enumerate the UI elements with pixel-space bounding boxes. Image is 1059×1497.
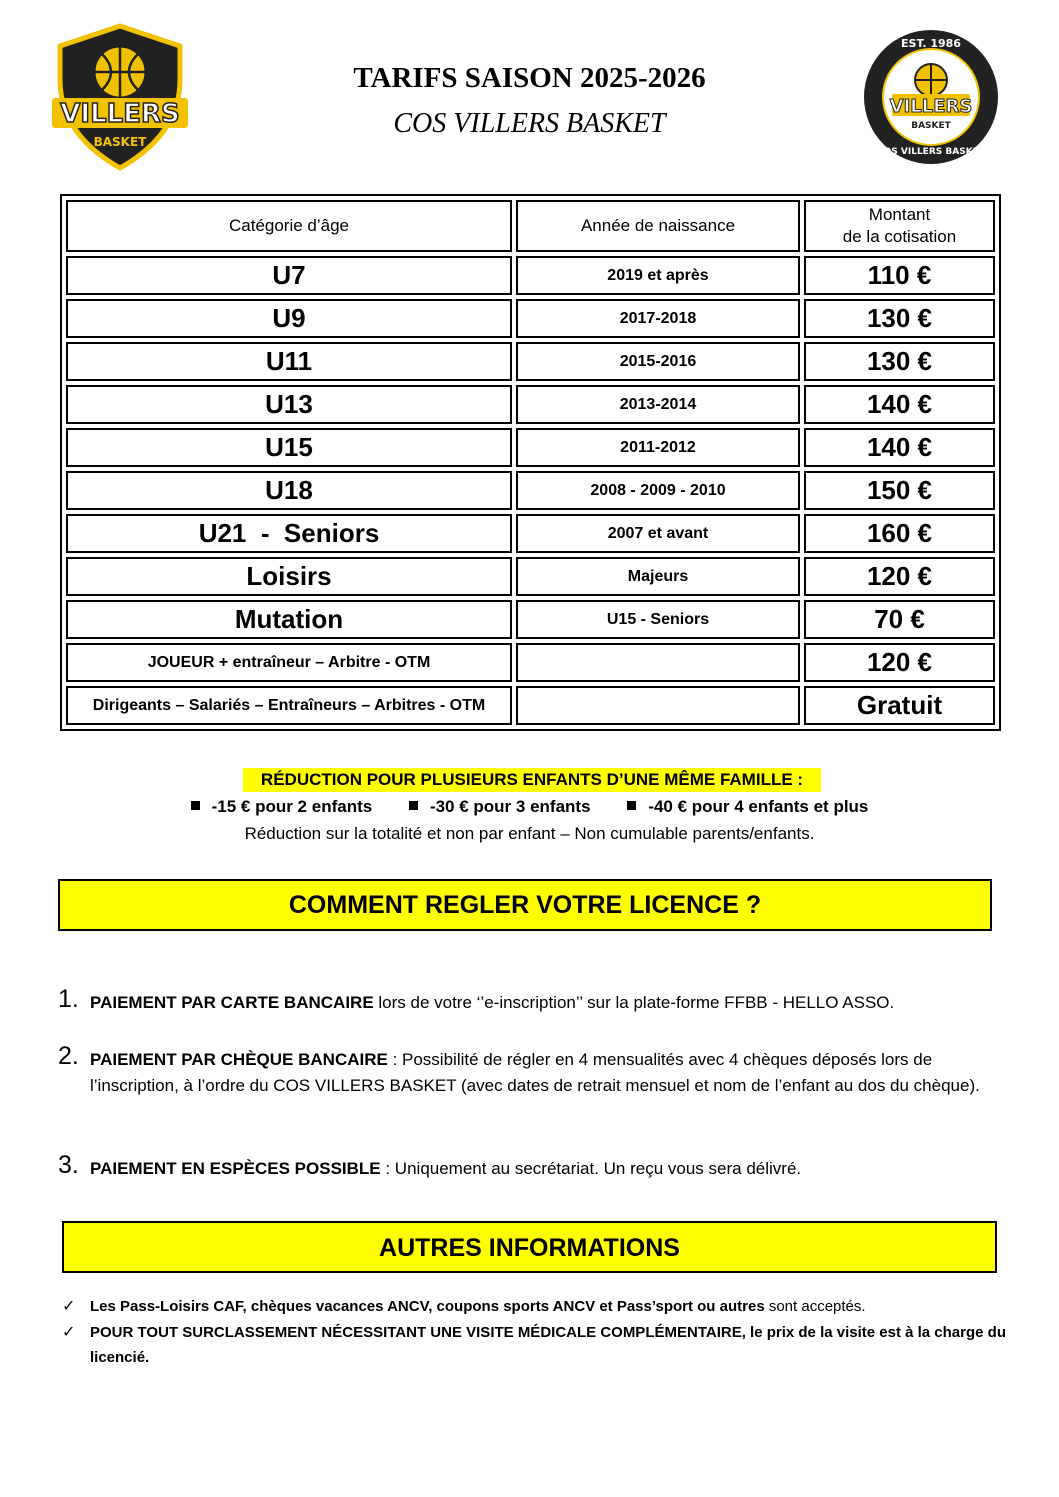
square-bullet-icon xyxy=(191,801,200,810)
category-cell: Dirigeants – Salariés – Entraîneurs – Arbitres - OTM xyxy=(66,686,512,725)
price-cell: 140 € xyxy=(804,385,995,424)
svg-text:VILLERS: VILLERS xyxy=(60,99,180,129)
price-cell: 140 € xyxy=(804,428,995,467)
category-cell: Mutation xyxy=(66,600,512,639)
birth-year-cell: 2017-2018 xyxy=(516,299,800,338)
square-bullet-icon xyxy=(409,801,418,810)
birth-year-cell xyxy=(516,686,800,725)
header-category: Catégorie d’âge xyxy=(66,200,512,252)
category-cell: U11 xyxy=(66,342,512,381)
info-item xyxy=(62,1320,1022,1370)
birth-year-cell xyxy=(516,643,800,682)
page-title: TARIFS SAISON 2025-2026 xyxy=(353,62,706,94)
payment-item-label: PAIEMENT EN ESPÈCES POSSIBLE xyxy=(90,1159,381,1178)
table-row xyxy=(66,514,995,553)
reduction-item: -40 € pour 4 enfants et plus xyxy=(627,797,868,817)
other-info-section-title: AUTRES INFORMATIONS xyxy=(62,1221,997,1273)
table-row xyxy=(66,557,995,596)
table-row xyxy=(66,471,995,510)
payment-section-title: COMMENT REGLER VOTRE LICENCE ? xyxy=(58,879,992,931)
reduction-item: -30 € pour 3 enfants xyxy=(409,797,591,817)
birth-year-cell: 2013-2014 xyxy=(516,385,800,424)
list-number: 2. xyxy=(58,1042,79,1070)
birth-year-cell: 2007 et avant xyxy=(516,514,800,553)
birth-year-cell: 2019 et après xyxy=(516,256,800,295)
list-number: 3. xyxy=(58,1151,79,1179)
price-cell: 110 € xyxy=(804,256,995,295)
header-birth-year: Année de naissance xyxy=(516,200,800,252)
villers-basket-logo-left xyxy=(50,22,190,172)
square-bullet-icon xyxy=(627,801,636,810)
price-cell: 160 € xyxy=(804,514,995,553)
svg-text:VILLERS: VILLERS xyxy=(889,96,973,117)
payment-item-text: : Uniquement au secrétariat. Un reçu vous sera délivré. xyxy=(380,1159,802,1178)
svg-text:BASKET: BASKET xyxy=(93,135,147,149)
payment-item xyxy=(58,1042,1018,1099)
info-item-text: sont acceptés. xyxy=(764,1298,866,1315)
price-cell: 70 € xyxy=(804,600,995,639)
category-cell: U21 - Seniors xyxy=(66,514,512,553)
tariffs-table xyxy=(60,194,1001,731)
reduction-note: Réduction sur la totalité et non par enfant – Non cumulable parents/enfants. xyxy=(244,824,815,843)
payment-item xyxy=(58,1151,1018,1182)
category-cell: U18 xyxy=(66,471,512,510)
price-cell: 130 € xyxy=(804,299,995,338)
header-amount-line1: Montant xyxy=(868,204,931,224)
reduction-item: -15 € pour 2 enfants xyxy=(191,797,373,817)
svg-text:EST. 1986: EST. 1986 xyxy=(901,37,961,50)
birth-year-cell: 2008 - 2009 - 2010 xyxy=(516,471,800,510)
page-subtitle: COS VILLERS BASKET xyxy=(393,108,666,139)
birth-year-cell: U15 - Seniors xyxy=(516,600,800,639)
checkmark-icon: ✓ xyxy=(62,1298,76,1315)
table-row xyxy=(66,643,995,682)
category-cell: U7 xyxy=(66,256,512,295)
checkmark-icon: ✓ xyxy=(62,1324,76,1341)
reduction-items xyxy=(0,797,1059,817)
table-row xyxy=(66,299,995,338)
info-item-bold: POUR TOUT SURCLASSEMENT NÉCESSITANT UNE VISITE MÉDICALE COMPLÉMENTAIRE, le prix de la visite est à la charge du licencié. xyxy=(90,1324,1006,1366)
svg-text:BASKET: BASKET xyxy=(911,121,951,131)
cos-villers-basket-round-logo xyxy=(862,28,1000,166)
birth-year-cell: 2011-2012 xyxy=(516,428,800,467)
table-header-row xyxy=(66,200,995,252)
payment-item-label: PAIEMENT PAR CHÈQUE BANCAIRE xyxy=(90,1050,388,1069)
list-number: 1. xyxy=(58,985,79,1013)
price-cell: 130 € xyxy=(804,342,995,381)
table-row xyxy=(66,385,995,424)
info-item-bold: Les Pass-Loisirs CAF, chèques vacances ANCV, coupons sports ANCV et Pass’sport ou autres xyxy=(90,1298,765,1315)
price-cell: 120 € xyxy=(804,557,995,596)
category-cell: U13 xyxy=(66,385,512,424)
price-cell: 120 € xyxy=(804,643,995,682)
price-cell: 150 € xyxy=(804,471,995,510)
header-amount-line2: de la cotisation xyxy=(842,227,957,246)
svg-text:COS VILLERS BASKET: COS VILLERS BASKET xyxy=(877,147,985,157)
table-row xyxy=(66,342,995,381)
table-row xyxy=(66,686,995,725)
reduction-title: RÉDUCTION POUR PLUSIEURS ENFANTS D’UNE MÊME FAMILLE : xyxy=(243,768,821,792)
header-amount xyxy=(804,200,995,252)
category-cell: JOUEUR + entraîneur – Arbitre - OTM xyxy=(66,643,512,682)
table-row xyxy=(66,428,995,467)
table-row xyxy=(66,256,995,295)
category-cell: U9 xyxy=(66,299,512,338)
price-cell: Gratuit xyxy=(804,686,995,725)
info-item xyxy=(62,1294,1022,1319)
payment-item xyxy=(58,985,1018,1016)
category-cell: U15 xyxy=(66,428,512,467)
payment-item-text: lors de votre ‘’e-inscription’’ sur la plate-forme FFBB - HELLO ASSO. xyxy=(373,993,895,1012)
payment-item-text: : Possibilité de régler en 4 mensualités avec 4 chèques déposés lors de l’inscription, à l’ordre du COS VILLERS BASKET (avec dates de retrait mensuel et nom de l’enfant au dos du chèque). xyxy=(90,1050,980,1095)
birth-year-cell: 2015-2016 xyxy=(516,342,800,381)
table-row xyxy=(66,600,995,639)
payment-item-label: PAIEMENT PAR CARTE BANCAIRE xyxy=(90,993,374,1012)
category-cell: Loisirs xyxy=(66,557,512,596)
birth-year-cell: Majeurs xyxy=(516,557,800,596)
